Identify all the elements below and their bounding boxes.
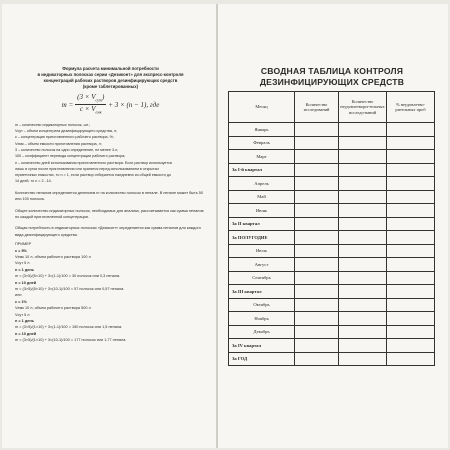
period-total-label: За IV квартал xyxy=(229,339,295,353)
table-row xyxy=(229,285,435,299)
table-cell-empty[interactable] xyxy=(387,258,435,272)
formula-legend xyxy=(15,122,206,185)
table-row xyxy=(229,231,435,245)
table-cell-empty[interactable] xyxy=(387,163,435,177)
table-cell-empty[interactable] xyxy=(295,204,339,218)
table-cell-empty[interactable] xyxy=(339,339,387,353)
table-cell-empty[interactable] xyxy=(339,150,387,164)
month-label: Апрель xyxy=(229,177,295,191)
table-cell-empty[interactable] xyxy=(387,285,435,299)
table-cell-empty[interactable] xyxy=(339,163,387,177)
month-label: Август xyxy=(229,258,295,272)
table-row xyxy=(229,217,435,231)
month-label: Июль xyxy=(229,244,295,258)
formula-title xyxy=(15,66,206,90)
table-cell-empty[interactable] xyxy=(387,271,435,285)
table-cell-empty[interactable] xyxy=(387,352,435,366)
month-label: Октябрь xyxy=(229,298,295,312)
month-label: Март xyxy=(229,150,295,164)
table-cell-empty[interactable] xyxy=(295,177,339,191)
formula-numerator: $(3 \times V_{сут})$ xyxy=(75,93,106,105)
formula xyxy=(15,93,206,117)
table-cell-empty[interactable] xyxy=(387,339,435,353)
table-cell-empty[interactable] xyxy=(339,136,387,150)
table-header-row xyxy=(229,92,435,123)
table-cell-empty[interactable] xyxy=(339,244,387,258)
example-line: Vемк 10 л, объем рабочего раствора 500 л xyxy=(15,306,91,311)
legend-line: n – количество дней использования приготовленного раствора. Если раствор используется xyxy=(15,160,172,165)
paragraph-pencils: Количество пеналов определяется делением m на количество полосок в пенале. В пенале может быть 50 или 100 полосок. xyxy=(15,190,204,202)
table-row xyxy=(229,271,435,285)
legend-line: герметичных емкостях, то n = 1, если раствор отбирается ежедневно из общей емкости до xyxy=(15,173,171,178)
example-line: Vсут 5 л xyxy=(15,261,30,266)
table-cell-empty[interactable] xyxy=(295,339,339,353)
legend-line: Vемк – объем емкости приготовления раствора, л; xyxy=(15,141,102,146)
table-cell-empty[interactable] xyxy=(387,136,435,150)
table-cell-empty[interactable] xyxy=(387,298,435,312)
table-cell-empty[interactable] xyxy=(339,325,387,339)
table-row xyxy=(229,150,435,164)
formula-denominator: $c \times V_{емк}$ xyxy=(79,105,102,115)
month-label: Сентябрь xyxy=(229,271,295,285)
month-label: Январь xyxy=(229,123,295,137)
table-cell-empty[interactable] xyxy=(339,217,387,231)
table-cell-empty[interactable] xyxy=(295,244,339,258)
table-cell-empty[interactable] xyxy=(295,352,339,366)
table-cell-empty[interactable] xyxy=(387,177,435,191)
table-cell-empty[interactable] xyxy=(339,177,387,191)
table-cell-empty[interactable] xyxy=(295,163,339,177)
table-cell-empty[interactable] xyxy=(295,217,339,231)
example-line: n = 10 дней xyxy=(15,331,37,336)
legend-line: Vсут – объем концентрата дезинфицирующего средства, л; xyxy=(15,129,118,134)
example-line: или xyxy=(15,293,22,298)
table-row xyxy=(229,298,435,312)
period-total-label: За I-й квартал xyxy=(229,163,295,177)
header-month: Месяц xyxy=(229,92,295,123)
table-cell-empty[interactable] xyxy=(295,123,339,137)
table-row xyxy=(229,325,435,339)
table-cell-empty[interactable] xyxy=(295,285,339,299)
header-percent: % неудовлетво-рительных проб xyxy=(387,92,435,123)
example-line: n = 1 день xyxy=(15,319,34,324)
control-table xyxy=(228,91,435,366)
legend-line: лишь в сутки после приготовления или хранится перед использованием в открытых xyxy=(15,166,160,171)
header-count: Количество исследований xyxy=(295,92,339,123)
table-cell-empty[interactable] xyxy=(295,271,339,285)
table-cell-empty[interactable] xyxy=(339,123,387,137)
example-line: c = 1% xyxy=(15,299,27,304)
table-row xyxy=(229,123,435,137)
table-cell-empty[interactable] xyxy=(295,231,339,245)
formula-title-line: концентраций рабочих растворов дезинфицирующих средств xyxy=(43,78,178,83)
left-page xyxy=(2,4,216,448)
table-row xyxy=(229,163,435,177)
month-label: Декабрь xyxy=(229,325,295,339)
table-cell-empty[interactable] xyxy=(295,190,339,204)
table-cell-empty[interactable] xyxy=(387,190,435,204)
example-line: Vемк 10 л, объем рабочего раствора 100 л xyxy=(15,255,91,259)
table-cell-empty[interactable] xyxy=(387,204,435,218)
paragraph-demand: Общая потребность в индикаторных полосках «Дезиконт» определяется как сумма пеналов для каждого вида дезинфицирующего средства. xyxy=(15,226,201,237)
formula-rhs: + 3 × (n − 1), где xyxy=(108,100,160,109)
table-row xyxy=(229,204,435,218)
example-line: m = (3×5)/(5×10) + 3×(1-1)/100 = 30 полосок или 0,3 пенала. xyxy=(15,274,121,279)
table-cell-empty[interactable] xyxy=(339,231,387,245)
formula-title-line: Формула расчета минимальной потребности xyxy=(62,66,159,71)
table-cell-empty[interactable] xyxy=(295,325,339,339)
table-cell-empty[interactable] xyxy=(387,325,435,339)
table-row xyxy=(229,177,435,191)
table-body xyxy=(229,123,435,366)
header-unsatisfactory: Количество неудовлетвори-тельных исследо-ваний xyxy=(339,92,387,123)
example-line: m = (3×5)/(1×10) + 3×(1-1)/100 = 150 полосок или 1,5 пенала. xyxy=(15,325,123,330)
table-row xyxy=(229,190,435,204)
table-cell-empty[interactable] xyxy=(295,298,339,312)
table-cell-empty[interactable] xyxy=(339,352,387,366)
example-line: m = (3×5)/(5×10) + 3×(10-1)/100 = 57 полосок или 0,57 пенала. xyxy=(15,287,125,292)
paragraph-total: Общее количество индикаторных полосок, необходимых для анализа, рассчитывается как сумма пеналов по каждой приготовленной концентрации. xyxy=(15,208,204,219)
legend-line: m – количество индикаторных полосок, шт.; xyxy=(15,122,90,127)
title-line: ДЕЗИНФИЦИРУЮЩИХ СРЕДСТВ xyxy=(259,77,405,87)
period-total-label: За ГОД xyxy=(229,352,295,366)
formula-fraction xyxy=(75,93,106,117)
example-block xyxy=(15,241,206,344)
title-line: СВОДНАЯ ТАБЛИЦА КОНТРОЛЯ xyxy=(260,66,404,76)
table-cell-empty[interactable] xyxy=(387,217,435,231)
period-total-label: За II квартал xyxy=(229,217,295,231)
table-cell-empty[interactable] xyxy=(387,231,435,245)
table-row xyxy=(229,136,435,150)
formula-title-line: в индикаторных полосках серии «Дезиконт» для экспресс-контроля xyxy=(37,72,184,77)
right-page xyxy=(218,4,448,448)
table-cell-empty[interactable] xyxy=(387,123,435,137)
formula-lhs: m = xyxy=(61,100,74,109)
table-row xyxy=(229,339,435,353)
example-line: Vсут 5 л xyxy=(15,312,30,317)
table-cell-empty[interactable] xyxy=(387,244,435,258)
table-cell-empty[interactable] xyxy=(339,298,387,312)
table-cell-empty[interactable] xyxy=(387,150,435,164)
summary-table-title xyxy=(228,66,436,88)
period-total-label: За III квартал xyxy=(229,285,295,299)
legend-line: 100 – коэффициент перевода концентрации рабочего раствора; xyxy=(15,154,126,159)
formula-title-line: (кроме таблетированных) xyxy=(82,84,139,89)
table-cell-empty[interactable] xyxy=(339,271,387,285)
month-label: Июнь xyxy=(229,204,295,218)
month-label: Май xyxy=(229,190,295,204)
table-cell-empty[interactable] xyxy=(339,312,387,326)
legend-line: 3 – количество полосок на одно определение, не менее 3-х; xyxy=(15,147,119,152)
table-cell-empty[interactable] xyxy=(295,312,339,326)
period-total-label: За ПОЛУГОДИЕ xyxy=(229,231,295,245)
example-line: ПРИМЕР xyxy=(15,242,32,247)
table-cell-empty[interactable] xyxy=(339,285,387,299)
table-cell-empty[interactable] xyxy=(295,136,339,150)
example-line: c = 5% xyxy=(15,248,27,253)
legend-line: 14 дней, то n = 2...14. xyxy=(15,179,52,184)
legend-line: c – концентрация приготовленного рабочего раствора, %; xyxy=(15,135,114,140)
table-row xyxy=(229,312,435,326)
example-line: n = 10 дней xyxy=(15,280,37,285)
table-cell-empty[interactable] xyxy=(339,258,387,272)
example-line: n = 1 день xyxy=(15,267,34,272)
table-cell-empty[interactable] xyxy=(295,150,339,164)
table-cell-empty[interactable] xyxy=(339,190,387,204)
month-label: Ноябрь xyxy=(229,312,295,326)
table-row xyxy=(229,258,435,272)
table-row xyxy=(229,244,435,258)
table-cell-empty[interactable] xyxy=(339,204,387,218)
table-cell-empty[interactable] xyxy=(387,312,435,326)
table-cell-empty[interactable] xyxy=(295,258,339,272)
example-line: m = (3×5)/(1×10) + 3×(10-1)/100 = 177 полосок или 1,77 пенала. xyxy=(15,338,127,343)
table-row xyxy=(229,352,435,366)
month-label: Февраль xyxy=(229,136,295,150)
